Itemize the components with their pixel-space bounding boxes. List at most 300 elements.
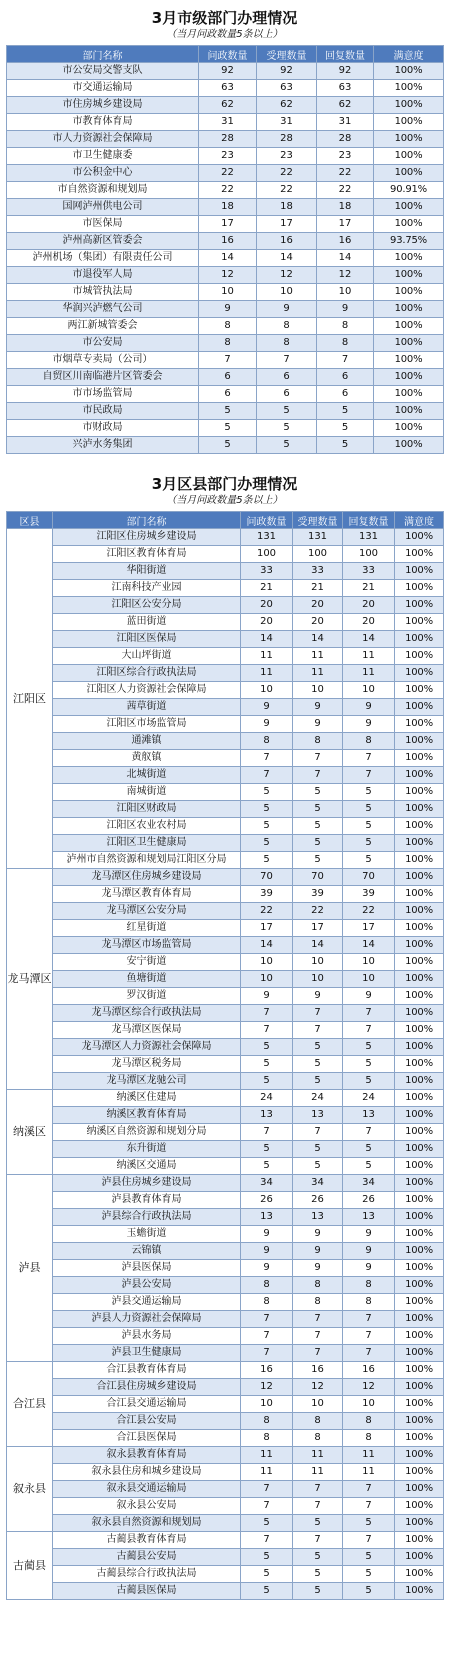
cell-replied: 6 — [317, 386, 374, 403]
cell-replied: 7 — [343, 1532, 395, 1549]
cell-accepted: 7 — [293, 1481, 343, 1498]
cell-accepted: 131 — [293, 529, 343, 546]
cell-replied: 12 — [343, 1379, 395, 1396]
cell-accepted: 10 — [293, 682, 343, 699]
cell-satisfaction: 100% — [395, 1481, 444, 1498]
cell-department: 大山坪街道 — [53, 648, 241, 665]
table-row — [7, 546, 444, 563]
county-table-title: 3月区县部门办理情况 — [151, 475, 298, 493]
cell-replied: 9 — [343, 1260, 395, 1277]
table-row — [7, 784, 444, 801]
cell-department: 江阳区财政局 — [53, 801, 241, 818]
cell-department: 市公安局交警支队 — [7, 63, 199, 80]
cell-department: 江南科技产业园 — [53, 580, 241, 597]
cell-department: 两江新城管委会 — [7, 318, 199, 335]
table-row — [7, 1532, 444, 1549]
cell-inquiries: 18 — [199, 199, 257, 216]
cell-satisfaction: 100% — [395, 1413, 444, 1430]
cell-inquiries: 22 — [199, 182, 257, 199]
cell-inquiries: 5 — [241, 1039, 293, 1056]
cell-replied: 20 — [343, 597, 395, 614]
cell-inquiries: 33 — [241, 563, 293, 580]
cell-replied: 17 — [343, 920, 395, 937]
cell-inquiries: 26 — [241, 1192, 293, 1209]
table-row — [7, 1107, 444, 1124]
cell-department: 合江县教育体育局 — [53, 1362, 241, 1379]
cell-satisfaction: 100% — [395, 1566, 444, 1583]
cell-satisfaction: 100% — [395, 665, 444, 682]
cell-department: 自贸区川南临港片区管委会 — [7, 369, 199, 386]
cell-inquiries: 23 — [199, 148, 257, 165]
cell-inquiries: 12 — [199, 267, 257, 284]
cell-inquiries: 5 — [241, 852, 293, 869]
cell-accepted: 14 — [257, 250, 317, 267]
cell-inquiries: 11 — [241, 648, 293, 665]
cell-department: 江阳区综合行政执法局 — [53, 665, 241, 682]
cell-inquiries: 5 — [241, 1056, 293, 1073]
cell-satisfaction: 100% — [395, 784, 444, 801]
cell-accepted: 5 — [293, 1141, 343, 1158]
cell-inquiries: 10 — [241, 1396, 293, 1413]
cell-accepted: 21 — [293, 580, 343, 597]
table-row — [7, 682, 444, 699]
cell-department: 通滩镇 — [53, 733, 241, 750]
cell-department: 合江县医保局 — [53, 1430, 241, 1447]
cell-department: 罗汉街道 — [53, 988, 241, 1005]
cell-accepted: 63 — [257, 80, 317, 97]
cell-department: 龙马潭区教育体育局 — [53, 886, 241, 903]
cell-satisfaction: 100% — [395, 1447, 444, 1464]
cell-department: 市退役军人局 — [7, 267, 199, 284]
table-row — [7, 529, 444, 546]
table-row — [7, 597, 444, 614]
cell-replied: 10 — [343, 682, 395, 699]
table-row — [7, 835, 444, 852]
cell-department: 纳溪区教育体育局 — [53, 1107, 241, 1124]
cell-accepted: 5 — [293, 1039, 343, 1056]
cell-satisfaction: 100% — [374, 131, 444, 148]
cell-department: 古蔺县综合行政执法局 — [53, 1566, 241, 1583]
cell-accepted: 7 — [293, 1532, 343, 1549]
cell-department: 市城管执法局 — [7, 284, 199, 301]
cell-satisfaction: 100% — [395, 1260, 444, 1277]
cell-satisfaction: 100% — [395, 1379, 444, 1396]
cell-department: 华阳街道 — [53, 563, 241, 580]
cell-accepted: 7 — [293, 1345, 343, 1362]
cell-department: 叙永县自然资源和规划局 — [53, 1515, 241, 1532]
cell-department: 泸县医保局 — [53, 1260, 241, 1277]
table-row — [7, 1056, 444, 1073]
cell-satisfaction: 100% — [395, 937, 444, 954]
cell-inquiries: 14 — [241, 631, 293, 648]
cell-replied: 14 — [343, 631, 395, 648]
county-table-header-row — [7, 512, 444, 529]
cell-accepted: 20 — [293, 597, 343, 614]
cell-replied: 10 — [343, 971, 395, 988]
cell-inquiries: 10 — [241, 971, 293, 988]
cell-inquiries: 7 — [241, 1124, 293, 1141]
cell-department: 纳溪区交通局 — [53, 1158, 241, 1175]
col-header-replied: 回复数量 — [317, 46, 374, 63]
cell-department: 泸县综合行政执法局 — [53, 1209, 241, 1226]
cell-replied: 31 — [317, 114, 374, 131]
cell-accepted: 5 — [293, 1549, 343, 1566]
cell-satisfaction: 100% — [395, 682, 444, 699]
cell-accepted: 8 — [293, 1294, 343, 1311]
cell-inquiries: 5 — [241, 835, 293, 852]
cell-inquiries: 17 — [199, 216, 257, 233]
cell-accepted: 24 — [293, 1090, 343, 1107]
cell-satisfaction: 100% — [374, 386, 444, 403]
cell-replied: 14 — [317, 250, 374, 267]
cell-accepted: 20 — [293, 614, 343, 631]
cell-accepted: 9 — [293, 1243, 343, 1260]
cell-accepted: 9 — [293, 716, 343, 733]
cell-accepted: 9 — [293, 988, 343, 1005]
cell-inquiries: 5 — [199, 420, 257, 437]
cell-department: 龙马潭区市场监管局 — [53, 937, 241, 954]
table-row — [7, 284, 444, 301]
cell-inquiries: 5 — [199, 437, 257, 454]
cell-inquiries: 10 — [241, 954, 293, 971]
cell-accepted: 7 — [293, 750, 343, 767]
cell-replied: 33 — [343, 563, 395, 580]
cell-department: 鱼塘街道 — [53, 971, 241, 988]
cell-department: 泸县公安局 — [53, 1277, 241, 1294]
cell-satisfaction: 100% — [374, 80, 444, 97]
cell-accepted: 8 — [257, 318, 317, 335]
cell-satisfaction: 100% — [374, 148, 444, 165]
cell-satisfaction: 100% — [374, 403, 444, 420]
cell-satisfaction: 100% — [395, 835, 444, 852]
table-row — [7, 1498, 444, 1515]
table-row — [7, 1022, 444, 1039]
cell-replied: 10 — [343, 954, 395, 971]
cell-inquiries: 24 — [241, 1090, 293, 1107]
cell-satisfaction: 100% — [395, 546, 444, 563]
cell-inquiries: 8 — [241, 1294, 293, 1311]
cell-department: 市公安局 — [7, 335, 199, 352]
cell-replied: 11 — [343, 648, 395, 665]
cell-satisfaction: 100% — [395, 903, 444, 920]
table-row — [7, 80, 444, 97]
cell-department: 江阳区医保局 — [53, 631, 241, 648]
cell-replied: 9 — [343, 1226, 395, 1243]
cell-inquiries: 14 — [199, 250, 257, 267]
cell-accepted: 26 — [293, 1192, 343, 1209]
table-row — [7, 1311, 444, 1328]
cell-accepted: 10 — [293, 954, 343, 971]
cell-department: 龙马潭区医保局 — [53, 1022, 241, 1039]
cell-department: 泸县教育体育局 — [53, 1192, 241, 1209]
cell-accepted: 11 — [293, 648, 343, 665]
cell-replied: 63 — [317, 80, 374, 97]
table-row — [7, 648, 444, 665]
cell-satisfaction: 100% — [395, 1209, 444, 1226]
table-row — [7, 1073, 444, 1090]
cell-department: 南城街道 — [53, 784, 241, 801]
cell-satisfaction: 100% — [395, 1226, 444, 1243]
district-cell: 纳溪区 — [7, 1090, 53, 1175]
cell-inquiries: 39 — [241, 886, 293, 903]
cell-inquiries: 16 — [199, 233, 257, 250]
cell-inquiries: 14 — [241, 937, 293, 954]
col-header-replied: 回复数量 — [343, 512, 395, 529]
cell-department: 市烟草专卖局（公司） — [7, 352, 199, 369]
table-row — [7, 1243, 444, 1260]
cell-department: 市自然资源和规划局 — [7, 182, 199, 199]
cell-inquiries: 20 — [241, 597, 293, 614]
cell-department: 纳溪区住建局 — [53, 1090, 241, 1107]
cell-replied: 5 — [343, 1549, 395, 1566]
cell-accepted: 8 — [257, 335, 317, 352]
cell-accepted: 7 — [293, 1498, 343, 1515]
cell-satisfaction: 100% — [395, 1430, 444, 1447]
cell-satisfaction: 100% — [395, 1022, 444, 1039]
cell-satisfaction: 100% — [395, 597, 444, 614]
table-row — [7, 182, 444, 199]
cell-accepted: 28 — [257, 131, 317, 148]
cell-inquiries: 11 — [241, 665, 293, 682]
cell-accepted: 17 — [257, 216, 317, 233]
cell-replied: 7 — [343, 1498, 395, 1515]
cell-satisfaction: 100% — [395, 716, 444, 733]
cell-accepted: 8 — [293, 1430, 343, 1447]
cell-inquiries: 5 — [241, 784, 293, 801]
cell-inquiries: 62 — [199, 97, 257, 114]
cell-accepted: 5 — [293, 818, 343, 835]
cell-satisfaction: 100% — [395, 1277, 444, 1294]
cell-satisfaction: 100% — [374, 250, 444, 267]
table-row — [7, 420, 444, 437]
cell-department: 江阳区人力资源社会保障局 — [53, 682, 241, 699]
cell-satisfaction: 100% — [395, 1192, 444, 1209]
cell-replied: 17 — [317, 216, 374, 233]
cell-accepted: 5 — [293, 1073, 343, 1090]
cell-replied: 16 — [317, 233, 374, 250]
cell-accepted: 5 — [293, 784, 343, 801]
cell-department: 市卫生健康委 — [7, 148, 199, 165]
cell-accepted: 14 — [293, 937, 343, 954]
cell-accepted: 18 — [257, 199, 317, 216]
cell-satisfaction: 100% — [395, 818, 444, 835]
cell-replied: 7 — [317, 352, 374, 369]
cell-replied: 131 — [343, 529, 395, 546]
cell-accepted: 70 — [293, 869, 343, 886]
cell-inquiries: 70 — [241, 869, 293, 886]
cell-inquiries: 20 — [241, 614, 293, 631]
cell-replied: 5 — [343, 1583, 395, 1600]
cell-department: 市教育体育局 — [7, 114, 199, 131]
cell-satisfaction: 100% — [395, 631, 444, 648]
cell-department: 兴泸水务集团 — [7, 437, 199, 454]
cell-department: 泸县人力资源社会保障局 — [53, 1311, 241, 1328]
cell-satisfaction: 100% — [374, 216, 444, 233]
table-row — [7, 352, 444, 369]
cell-inquiries: 5 — [241, 1566, 293, 1583]
cell-satisfaction: 100% — [374, 267, 444, 284]
cell-inquiries: 9 — [241, 699, 293, 716]
cell-replied: 7 — [343, 1328, 395, 1345]
cell-inquiries: 5 — [241, 1158, 293, 1175]
cell-accepted: 10 — [293, 1396, 343, 1413]
cell-replied: 8 — [317, 335, 374, 352]
cell-replied: 7 — [343, 767, 395, 784]
col-header-inquiries: 问政数量 — [199, 46, 257, 63]
table-row — [7, 954, 444, 971]
cell-satisfaction: 100% — [395, 1056, 444, 1073]
cell-department: 市医保局 — [7, 216, 199, 233]
cell-accepted: 39 — [293, 886, 343, 903]
cell-inquiries: 7 — [241, 767, 293, 784]
cell-replied: 8 — [317, 318, 374, 335]
cell-inquiries: 21 — [241, 580, 293, 597]
cell-accepted: 6 — [257, 369, 317, 386]
table-row — [7, 1566, 444, 1583]
cell-satisfaction: 100% — [395, 1039, 444, 1056]
table-row — [7, 199, 444, 216]
table-row — [7, 386, 444, 403]
cell-satisfaction: 100% — [395, 1464, 444, 1481]
cell-satisfaction: 100% — [395, 614, 444, 631]
cell-satisfaction: 93.75% — [374, 233, 444, 250]
cell-replied: 8 — [343, 1294, 395, 1311]
cell-department: 红星街道 — [53, 920, 241, 937]
table-row — [7, 335, 444, 352]
cell-accepted: 7 — [293, 1022, 343, 1039]
cell-satisfaction: 100% — [395, 767, 444, 784]
cell-inquiries: 5 — [241, 818, 293, 835]
table-row — [7, 1345, 444, 1362]
cell-replied: 9 — [317, 301, 374, 318]
cell-accepted: 5 — [293, 801, 343, 818]
cell-replied: 18 — [317, 199, 374, 216]
cell-department: 泸州市自然资源和规划局江阳区分局 — [53, 852, 241, 869]
cell-replied: 100 — [343, 546, 395, 563]
col-header-satisfaction: 满意度 — [395, 512, 444, 529]
table-row — [7, 97, 444, 114]
cell-satisfaction: 100% — [395, 1073, 444, 1090]
cell-inquiries: 5 — [241, 801, 293, 818]
cell-replied: 7 — [343, 1124, 395, 1141]
table-row — [7, 250, 444, 267]
cell-department: 泸州高新区管委会 — [7, 233, 199, 250]
table-row — [7, 1192, 444, 1209]
cell-replied: 5 — [343, 818, 395, 835]
cell-accepted: 100 — [293, 546, 343, 563]
cell-accepted: 6 — [257, 386, 317, 403]
table-row — [7, 1549, 444, 1566]
cell-accepted: 33 — [293, 563, 343, 580]
table-row — [7, 318, 444, 335]
cell-satisfaction: 100% — [374, 63, 444, 80]
cell-accepted: 9 — [293, 1260, 343, 1277]
table-row — [7, 767, 444, 784]
cell-department: 茜草街道 — [53, 699, 241, 716]
table-row — [7, 114, 444, 131]
cell-inquiries: 5 — [241, 1549, 293, 1566]
cell-accepted: 16 — [293, 1362, 343, 1379]
cell-replied: 34 — [343, 1175, 395, 1192]
cell-inquiries: 7 — [241, 1498, 293, 1515]
cell-department: 叙永县教育体育局 — [53, 1447, 241, 1464]
cell-satisfaction: 100% — [374, 369, 444, 386]
cell-replied: 13 — [343, 1209, 395, 1226]
cell-satisfaction: 100% — [395, 920, 444, 937]
cell-department: 市市场监管局 — [7, 386, 199, 403]
cell-satisfaction: 100% — [395, 580, 444, 597]
table-row — [7, 1175, 444, 1192]
cell-accepted: 13 — [293, 1209, 343, 1226]
cell-accepted: 22 — [257, 182, 317, 199]
cell-department: 古蔺县教育体育局 — [53, 1532, 241, 1549]
cell-inquiries: 8 — [241, 1413, 293, 1430]
table-row — [7, 1464, 444, 1481]
cell-department: 市财政局 — [7, 420, 199, 437]
cell-inquiries: 100 — [241, 546, 293, 563]
cell-department: 江阳区卫生健康局 — [53, 835, 241, 852]
cell-accepted: 7 — [293, 1328, 343, 1345]
col-header-accepted: 受理数量 — [257, 46, 317, 63]
cell-replied: 5 — [343, 1515, 395, 1532]
cell-replied: 5 — [343, 852, 395, 869]
cell-replied: 39 — [343, 886, 395, 903]
cell-department: 蓝田街道 — [53, 614, 241, 631]
cell-replied: 7 — [343, 1311, 395, 1328]
cell-inquiries: 10 — [241, 682, 293, 699]
cell-accepted: 10 — [293, 971, 343, 988]
cell-department: 江阳区公安分局 — [53, 597, 241, 614]
cell-inquiries: 5 — [241, 1073, 293, 1090]
cell-department: 纳溪区自然资源和规划分局 — [53, 1124, 241, 1141]
cell-satisfaction: 100% — [374, 318, 444, 335]
table-row — [7, 1447, 444, 1464]
cell-department: 龙马潭区住房城乡建设局 — [53, 869, 241, 886]
cell-accepted: 7 — [293, 1124, 343, 1141]
cell-satisfaction: 100% — [395, 1328, 444, 1345]
cell-satisfaction: 100% — [395, 1294, 444, 1311]
cell-inquiries: 63 — [199, 80, 257, 97]
cell-replied: 16 — [343, 1362, 395, 1379]
cell-accepted: 62 — [257, 97, 317, 114]
county-department-table — [6, 511, 444, 1600]
cell-department: 合江县交通运输局 — [53, 1396, 241, 1413]
cell-replied: 22 — [317, 165, 374, 182]
cell-department: 市公积金中心 — [7, 165, 199, 182]
cell-department: 龙马潭区人力资源社会保障局 — [53, 1039, 241, 1056]
col-header-district: 区县 — [7, 512, 53, 529]
cell-satisfaction: 100% — [395, 869, 444, 886]
cell-replied: 28 — [317, 131, 374, 148]
district-cell: 龙马潭区 — [7, 869, 53, 1090]
cell-replied: 10 — [343, 1396, 395, 1413]
cell-inquiries: 28 — [199, 131, 257, 148]
cell-satisfaction: 100% — [395, 699, 444, 716]
cell-satisfaction: 100% — [395, 1141, 444, 1158]
table-row — [7, 1379, 444, 1396]
cell-inquiries: 17 — [241, 920, 293, 937]
table-row — [7, 937, 444, 954]
cell-replied: 10 — [317, 284, 374, 301]
table-row — [7, 1226, 444, 1243]
cell-accepted: 11 — [293, 1447, 343, 1464]
cell-department: 江阳区教育体育局 — [53, 546, 241, 563]
city-section — [0, 0, 449, 454]
table-row — [7, 267, 444, 284]
cell-inquiries: 8 — [241, 1430, 293, 1447]
cell-satisfaction: 100% — [395, 971, 444, 988]
cell-replied: 11 — [343, 1447, 395, 1464]
